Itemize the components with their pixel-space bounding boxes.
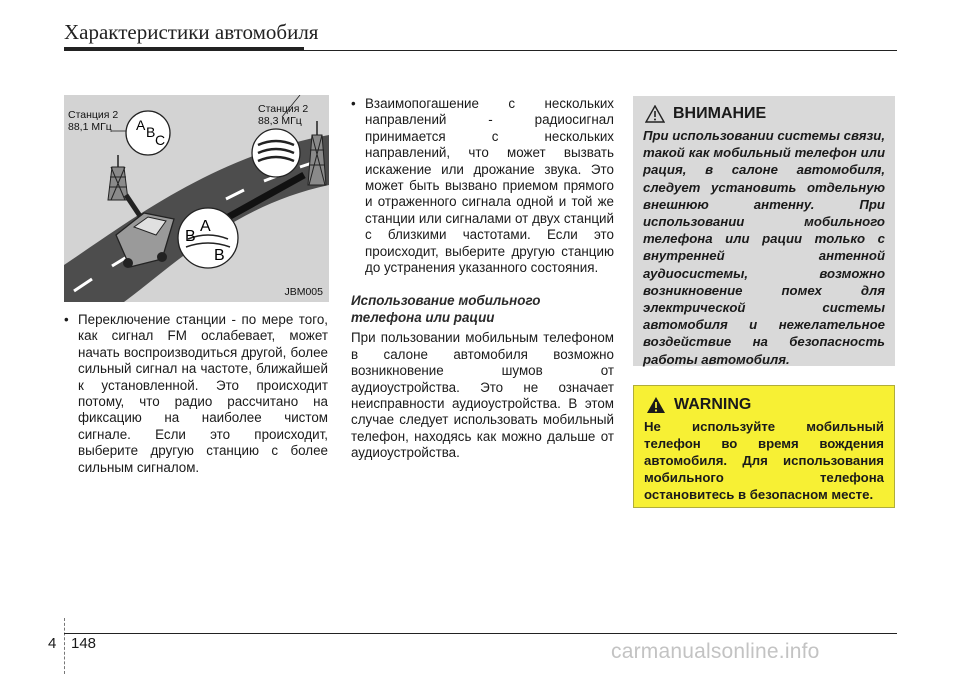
station-left-frequency: 88,1 МГц [68,121,112,133]
list-item [64,312,328,476]
bullet-marker: • [64,312,69,327]
car-letter-b2: B [214,247,225,264]
signal-bubble-waves [252,129,300,177]
subheading-line-2: телефона или рации [351,309,495,325]
car-letter-a: A [200,218,211,235]
bullet-marker: • [351,96,356,111]
tower-letter-a: A [136,117,146,133]
caution-title: ВНИМАНИЕ [673,105,767,122]
tower-letter-b: B [146,124,156,140]
left-column [64,312,328,476]
car-letter-b1: B [185,228,196,245]
tower-letter-c: C [155,132,166,148]
subheading-line-1: Использование мобильного [351,293,541,309]
middle-column [351,96,614,462]
figure-code: JBM005 [284,286,323,298]
watermark-text: carmanualsonline.info [611,640,820,663]
station-right-name: Станция 2 [258,103,309,115]
caution-triangle-icon [645,105,665,123]
caution-box [633,96,895,366]
page-header-title: Характеристики автомобиля [64,20,319,44]
header-rule [64,50,897,51]
multipath-paragraph: Взаимопогашение с нескольких направлений - радиосигнал принимается с нескольких направлений, что может вызвать искажение или дрожание звука. Это может быть вызвано приемом прямого и отраженного сигнала одной и той же станции или сигналами от двух станций с близкими частотами. Если это происходит, выберите другую станцию до устранения указанного состояния. [365,96,614,276]
warning-header [634,386,894,414]
list-item [351,96,614,276]
mobile-phone-paragraph: При пользовании мобильным телефоном в салоне автомобиля возможно возникновение шумов от аудиоустройства. Это не означает неисправности аудиоустройства. В этом случае следует использовать мобильный телефон, находясь как можно дальше от аудиоустройства. [351,330,614,461]
radio-reception-illustration [64,95,329,302]
radio-tower-right-icon [308,121,326,185]
section-subheading [351,293,614,326]
station-right-frequency: 88,3 МГц [258,115,302,127]
warning-box [633,385,895,508]
station-switch-paragraph: Переключение станции - по мере того, как сигнал FM ослабевает, может начать воспроизводиться другой, более сильный сигнал на частоте, ближайшей к установленной. Это происходит потому, что радио рассчитано на фиксацию на наиболее чистом сигнале. Если это происходит, выберите другую станцию с более сильным сигналом. [78,312,328,475]
warning-triangle-icon [646,396,666,414]
warning-title: WARNING [674,396,752,413]
car-icon [116,213,174,268]
caution-header [633,96,895,123]
caution-text: При использовании системы связи, такой как мобильный телефон или рация, в салоне автомобиля, следует установить отдельную внешнюю антенну. При использовании мобильного телефона или рации только с внутренней антенной аудиосистемы, возможно возникновение помех для электрической системы автомобиля и нежелательное воздействие на безопасность работы автомобиля. [643,128,885,367]
warning-text: Не используйте мобильный телефон во время вождения автомобиля. Для использования мобильного телефона остановитесь в безопасном месте. [644,419,884,502]
station-right-label [258,103,308,127]
page-number: 148 [71,635,97,652]
chapter-number: 4 [48,635,57,652]
footer-divider-dashed [64,618,65,674]
station-left-name: Станция 2 [68,109,119,121]
station-left-label [68,109,118,133]
footer-rule [64,633,897,634]
radio-tower-left-icon [108,155,128,200]
